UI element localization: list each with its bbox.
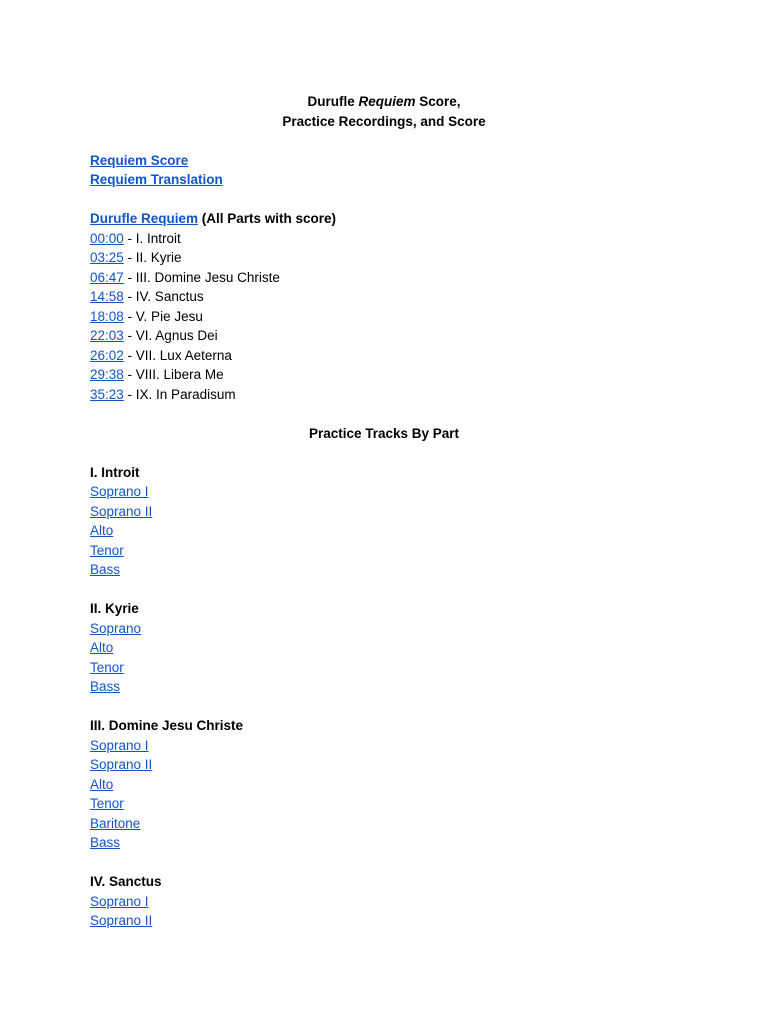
track-label: - IV. Sanctus: [123, 289, 204, 304]
part-link[interactable]: Soprano I: [90, 893, 149, 909]
track-timestamp-link[interactable]: 35:23: [90, 386, 124, 402]
track-label: - VI. Agnus Dei: [123, 328, 218, 343]
practice-heading: Practice Tracks By Part: [308, 425, 460, 441]
practice-section: [90, 716, 678, 853]
part-link[interactable]: Soprano II: [90, 757, 153, 772]
track-timestamp-link[interactable]: 06:47: [90, 269, 124, 285]
track-label: - III. Domine Jesu Christe: [123, 269, 280, 285]
part-link[interactable]: Soprano II: [90, 913, 153, 928]
title-line-2: Practice Recordings, and Score: [282, 113, 486, 129]
section-heading: II. Kyrie: [90, 601, 139, 616]
full-recording-header: Durufle Requiem (All Parts with score): [90, 211, 337, 226]
track-timestamp-link[interactable]: 29:38: [90, 367, 124, 382]
requiem-translation-link[interactable]: Requiem Translation: [90, 172, 223, 187]
section-heading: I. Introit: [90, 464, 140, 480]
document-title: [90, 92, 678, 131]
part-link[interactable]: Baritone: [90, 815, 141, 831]
track-timestamp-link[interactable]: 14:58: [90, 289, 124, 304]
section-heading: III. Domine Jesu Christe: [90, 718, 244, 733]
part-link[interactable]: Tenor: [90, 542, 124, 558]
part-link[interactable]: Bass: [90, 562, 121, 577]
track-row: [90, 326, 678, 346]
part-link[interactable]: Soprano I: [90, 484, 149, 499]
track-row: [90, 287, 678, 307]
track-row: [90, 365, 678, 385]
track-label: - I. Introit: [123, 230, 181, 246]
track-row: [90, 248, 678, 268]
track-row: [90, 229, 678, 249]
part-link[interactable]: Alto: [90, 523, 114, 538]
title-line-1: Durufle Requiem Score,: [307, 94, 461, 109]
practice-section: [90, 599, 678, 697]
part-link[interactable]: Soprano: [90, 620, 142, 636]
track-label: - VII. Lux Aeterna: [123, 347, 232, 363]
requiem-score-link[interactable]: Requiem Score: [90, 152, 189, 168]
practice-section: [90, 463, 678, 580]
track-row: [90, 346, 678, 366]
title-italic: Requiem: [358, 94, 416, 109]
durufle-requiem-link[interactable]: Durufle Requiem: [90, 211, 199, 226]
practice-section: [90, 872, 678, 931]
track-timestamp-link[interactable]: 03:25: [90, 250, 124, 265]
practice-sections: [90, 443, 678, 931]
track-row: [90, 385, 678, 405]
part-link[interactable]: Tenor: [90, 659, 124, 675]
part-link[interactable]: Soprano II: [90, 503, 153, 519]
track-label: - IX. In Paradisum: [123, 386, 236, 402]
track-row: [90, 307, 678, 327]
full-recording-section: [90, 209, 678, 404]
part-link[interactable]: Soprano I: [90, 737, 149, 753]
top-links: [90, 151, 678, 190]
track-timestamp-link[interactable]: 22:03: [90, 328, 124, 343]
part-link[interactable]: Bass: [90, 679, 121, 694]
track-timestamp-link[interactable]: 26:02: [90, 347, 124, 363]
part-link[interactable]: Alto: [90, 776, 114, 792]
part-link[interactable]: Bass: [90, 835, 121, 850]
track-row: [90, 268, 678, 288]
track-timestamp-link[interactable]: 18:08: [90, 308, 124, 324]
track-timestamp-link[interactable]: 00:00: [90, 230, 124, 246]
track-list: [90, 229, 678, 405]
part-link[interactable]: Alto: [90, 640, 114, 655]
track-label: - II. Kyrie: [123, 250, 182, 265]
track-label: - V. Pie Jesu: [123, 308, 203, 324]
track-label: - VIII. Libera Me: [123, 367, 224, 382]
part-link[interactable]: Tenor: [90, 796, 124, 811]
section-heading: IV. Sanctus: [90, 874, 162, 889]
